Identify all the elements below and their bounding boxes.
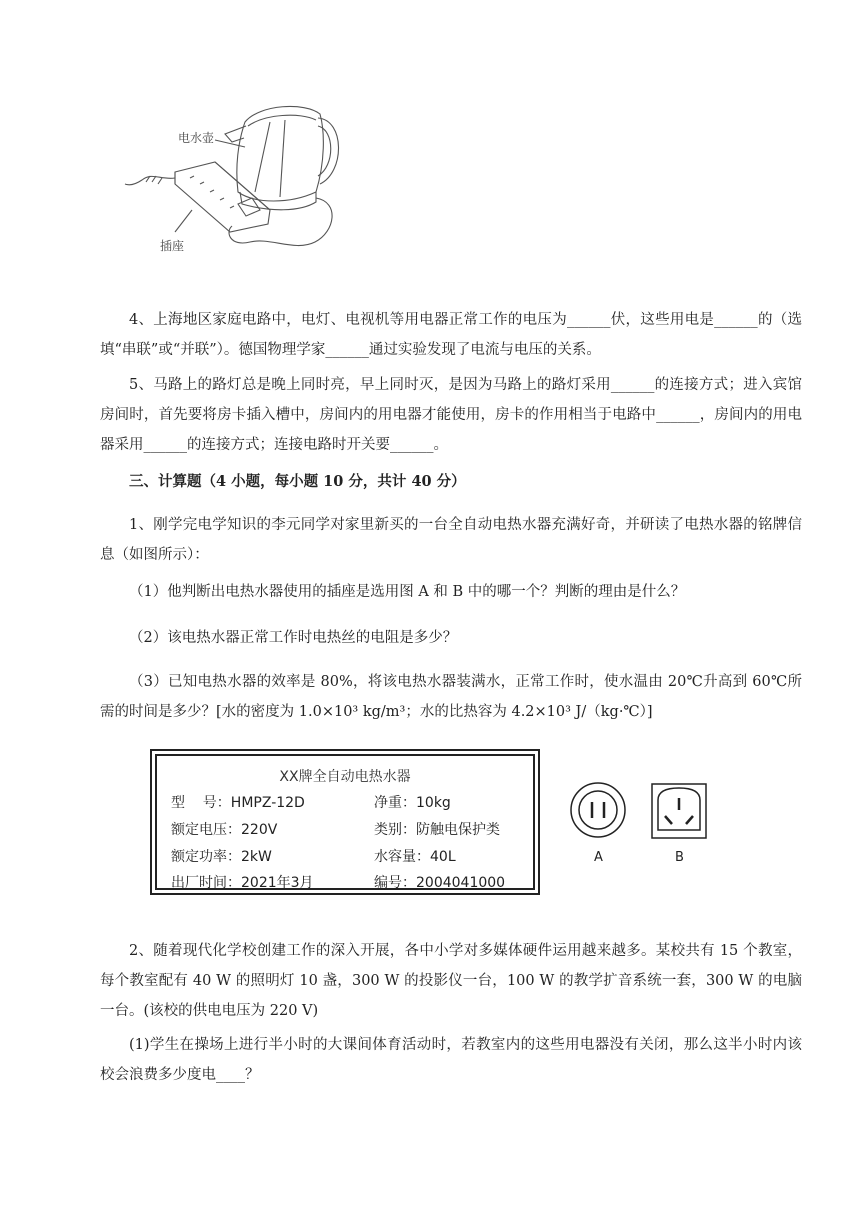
socket-icons — [565, 778, 715, 848]
nameplate-voltage: 额定电压：220V — [171, 822, 278, 838]
nameplate-category: 类别：防触电保护类 — [374, 822, 500, 838]
socket-diagrams — [565, 778, 715, 868]
kettle-socket-figure — [120, 92, 360, 267]
section-3-title: 三、计算题（4 小题，每小题 10 分，共计 40 分） — [129, 473, 466, 490]
socket-b-label: B — [675, 850, 684, 865]
nameplate-title: XX牌全自动电热水器 — [279, 769, 411, 785]
calc-1-part-3: （3）已知电热水器的效率是 80%，将该电热水器装满水，正常工作时，使水温由 20℃升高到 60℃所需的时间是多少？[水的密度为 1.0×10³ kg/m³；水的比热容为 4.2×10³ J/（kg·℃）] — [100, 674, 802, 720]
heater-nameplate — [150, 749, 540, 895]
kettle-drawing — [120, 92, 360, 267]
calc-1-part-2: （2）该电热水器正常工作时电热丝的电阻是多少？ — [129, 630, 458, 646]
question-4: 4、上海地区家庭电路中，电灯、电视机等用电器正常工作的电压为______伏，这些用电是______的（选填“串联”或“并联”）。德国物理学家______通过实验发现了电流与电压的关系。 — [100, 312, 802, 358]
socket-label: 插座 — [160, 239, 185, 253]
question-5: 5、马路上的路灯总是晚上同时亮，早上同时灭，是因为马路上的路灯采用______的连接方式；进入宾馆房间时，首先要将房卡插入槽中，房间内的用电器才能使用，房卡的作用相当于电路中______，房间内的用电器采用______的连接方式；连接电路时开关要______。 — [100, 377, 802, 453]
nameplate-model: 型 号：HMPZ-12D — [171, 795, 305, 811]
nameplate-power: 额定功率：2kW — [171, 849, 272, 865]
kettle-label: 电水壶 — [178, 131, 215, 145]
calc-1-intro: 1、刚学完电学知识的李元同学对家里新买的一台全自动电热水器充满好奇，并研读了电热水器的铭牌信息（如图所示）： — [100, 517, 802, 563]
socket-a-label: A — [594, 850, 603, 865]
nameplate-weight: 净重：10kg — [374, 795, 451, 811]
nameplate-date: 出厂时间：2021年3月 — [171, 875, 314, 891]
nameplate-capacity: 水容量：40L — [374, 849, 456, 865]
calc-1-part-1: （1）他判断出电热水器使用的插座是选用图 A 和 B 中的哪一个？判断的理由是什么？ — [129, 584, 686, 600]
calc-2-part-1: (1)学生在操场上进行半小时的大课间体育活动时，若教室内的这些用电器没有关闭，那么这半小时内该校会浪费多少度电____？ — [100, 1037, 802, 1083]
calc-2-intro: 2、随着现代化学校创建工作的深入开展，各中小学对多媒体硬件运用越来越多。某校共有 15 个教室，每个教室配有 40 W 的照明灯 10 盏，300 W 的投影仪一台，100 W 的教学扩音系统一套，300 W 的电脑一台。(该校的供电电压为 220 V) — [100, 943, 802, 1019]
nameplate-inner-frame — [155, 754, 535, 890]
nameplate-serial: 编号：2004041000 — [374, 875, 506, 891]
